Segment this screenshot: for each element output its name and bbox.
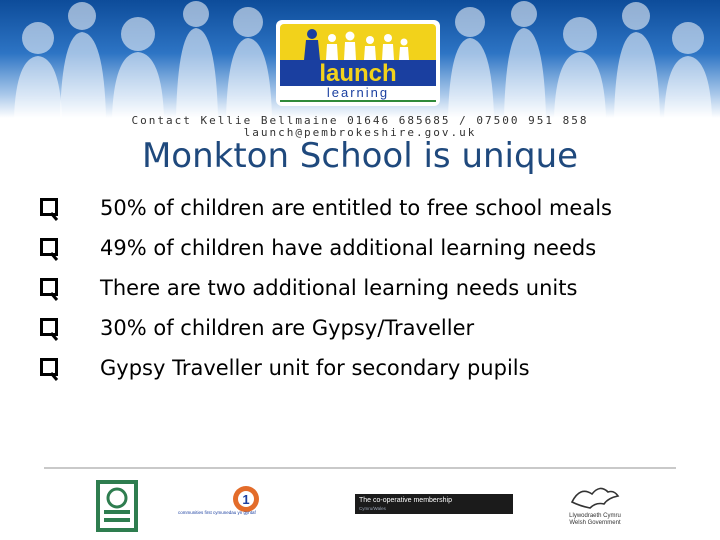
checkbox-bullet-icon — [40, 358, 60, 382]
logo-word-launch: launch — [319, 60, 397, 87]
communities-first-logo — [178, 486, 259, 515]
bullet-text: 49% of children have additional learning needs — [100, 236, 597, 260]
bullet-item — [40, 352, 700, 392]
checkbox-bullet-icon — [40, 278, 60, 302]
bullet-item — [40, 232, 700, 272]
contact-email: launch@pembrokeshire.gov.uk — [243, 126, 477, 139]
co-operative-sub: Cymru/Wales — [359, 506, 386, 511]
pembrokeshire-crest-icon — [96, 480, 138, 532]
logo-word-learning: learning — [326, 85, 390, 100]
launch-learning-logo — [276, 20, 440, 106]
bullet-text: Gypsy Traveller unit for secondary pupils — [100, 356, 530, 380]
bullet-item — [40, 192, 700, 232]
bullet-text: 50% of children are entitled to free school meals — [100, 196, 612, 220]
welsh-government-dragon-logo — [569, 488, 621, 526]
bullet-text: 30% of children are Gypsy/Traveller — [100, 316, 475, 340]
checkbox-bullet-icon — [40, 198, 60, 222]
checkbox-bullet-icon — [40, 318, 60, 342]
co-operative-text: The co-operative membership — [359, 497, 452, 504]
bullet-text: There are two additional learning needs units — [100, 276, 578, 300]
footer-logos — [0, 472, 720, 540]
checkbox-bullet-icon — [40, 238, 60, 262]
welsh-gov-line1: Llywodraeth Cymru — [569, 513, 621, 519]
co-operative-membership-logo — [355, 494, 513, 514]
bullet-item — [40, 272, 700, 312]
communities-first-text: communities first cymunedau yn gyntaf — [178, 510, 256, 515]
welsh-gov-line2: Welsh Government — [569, 520, 621, 526]
slide-title: Monkton School is unique — [141, 136, 579, 176]
bullet-list — [40, 192, 700, 392]
svg-text:1: 1 — [242, 492, 250, 507]
bullet-item — [40, 312, 700, 352]
contact-line: Contact Kellie Bellmaine 01646 685685 / 07500 951 858 — [131, 114, 589, 127]
footer-divider — [44, 467, 676, 469]
